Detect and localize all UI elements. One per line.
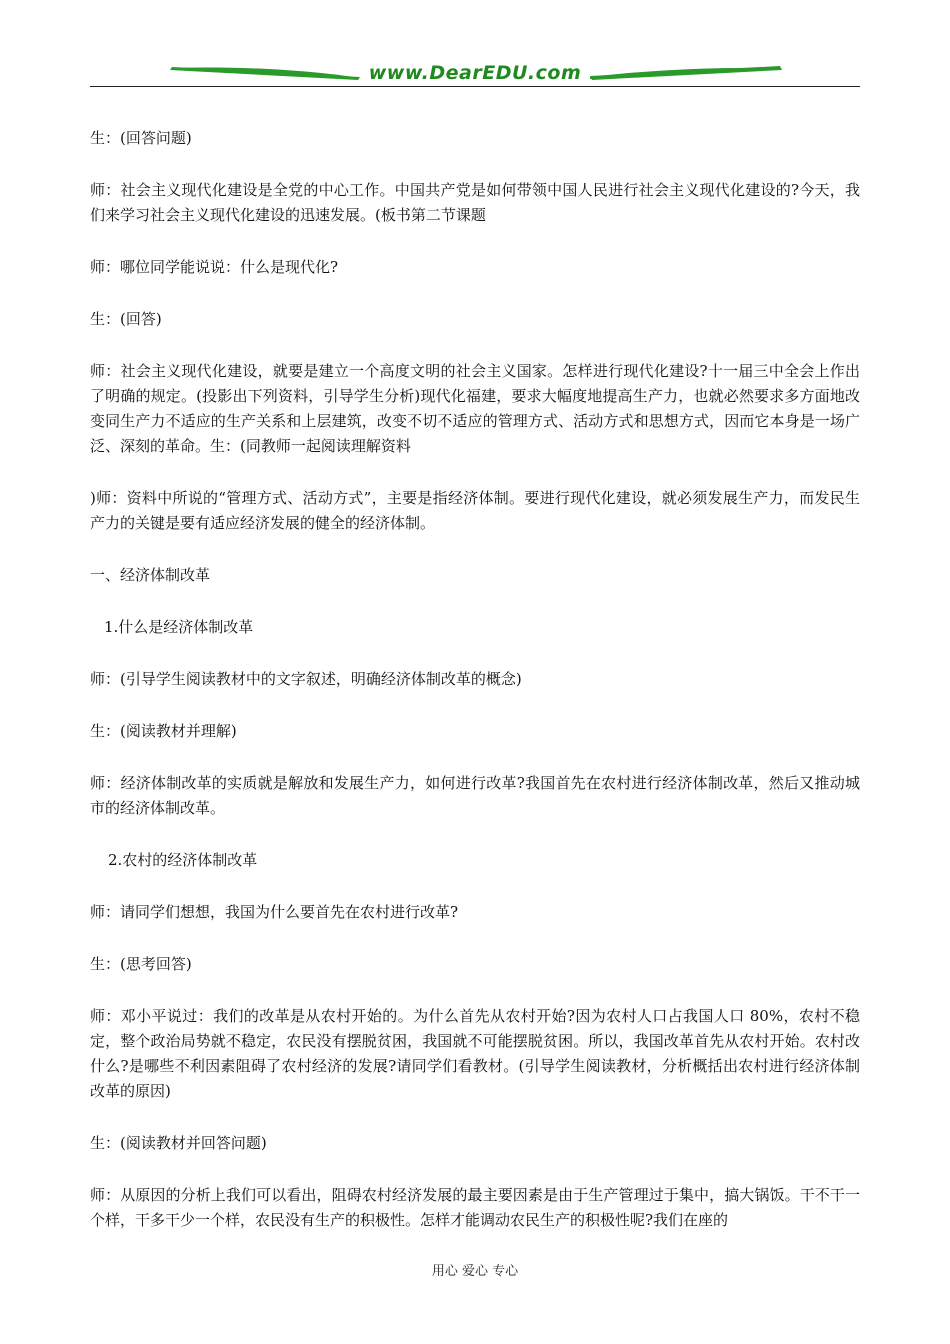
paragraph: )师：资料中所说的“管理方式、活动方式”，主要是指经济体制。要进行现代化建设，就必须发展生产力，而发民生产力的关键是要有适应经济发展的健全的经济体制。 bbox=[90, 489, 860, 532]
paragraph: 师：社会主义现代化建设，就要是建立一个高度文明的社会主义国家。怎样进行现代化建设?十一届三中全会上作出了明确的规定。(投影出下列资料，引导学生分析)现代化福建，要求大幅度地提高生产力，也就必然要求多方面地改变同生产力不适应的生产关系和上层建筑，改变不切不适应的管理方式、活动方式和思想方式，因而它本身是一场广泛、深刻的革命。生：(同教师一起阅读理解资料 bbox=[90, 362, 860, 455]
paragraph: 师：社会主义现代化建设是全党的中心工作。中国共产党是如何带领中国人民进行社会主义现代化建设的?今天，我们来学习社会主义现代化建设的迅速发展。(板书第二节课题 bbox=[90, 181, 860, 224]
paragraph: 生：(阅读教材并理解) bbox=[90, 722, 237, 740]
header-rule bbox=[90, 86, 860, 87]
paragraph: 师：(引导学生阅读教材中的文字叙述，明确经济体制改革的概念) bbox=[90, 670, 522, 688]
section-heading: 一、经济体制改革 bbox=[90, 566, 211, 584]
paragraph: 生：(回答问题) bbox=[90, 129, 192, 147]
subsection-heading: 2.农村的经济体制改革 bbox=[108, 851, 258, 869]
document-body bbox=[90, 126, 860, 1260]
paragraph: 生：(阅读教材并回答问题) bbox=[90, 1134, 267, 1152]
paragraph: 师：请同学们想想，我国为什么要首先在农村进行改革? bbox=[90, 903, 459, 921]
paragraph: 师：经济体制改革的实质就是解放和发展生产力，如何进行改革?我国首先在农村进行经济体制改革，然后又推动城市的经济体制改革。 bbox=[90, 774, 860, 817]
paragraph: 生：(回答) bbox=[90, 310, 162, 328]
site-logo[interactable]: www.DearEDU.com bbox=[368, 62, 582, 84]
paragraph: 师：从原因的分析上我们可以看出，阻碍农村经济发展的最主要因素是由于生产管理过于集中，搞大锅饭。干不干一个样，干多干少一个样，农民没有生产的积极性。怎样才能调动农民生产的积极性呢?我们在座的 bbox=[90, 1186, 860, 1229]
page-footer: 用心 爱心 专心 bbox=[431, 1264, 519, 1279]
paragraph: 师：哪位同学能说说：什么是现代化? bbox=[90, 258, 339, 276]
paragraph: 生：(思考回答) bbox=[90, 955, 192, 973]
subsection-heading: 1.什么是经济体制改革 bbox=[104, 618, 254, 636]
paragraph: 师：邓小平说过：我们的改革是从农村开始的。为什么首先从农村开始?因为农村人口占我国人口 80%，农村不稳定，整个政治局势就不稳定，农民没有摆脱贫困，我国就不可能摆脱贫困。所以，我国改革首先从农村开始。农村改什么?是哪些不利因素阻碍了农村经济的发展?请同学们看教材。(引导学生阅读教材，分析概括出农村进行经济体制改革的原因) bbox=[90, 1007, 860, 1100]
